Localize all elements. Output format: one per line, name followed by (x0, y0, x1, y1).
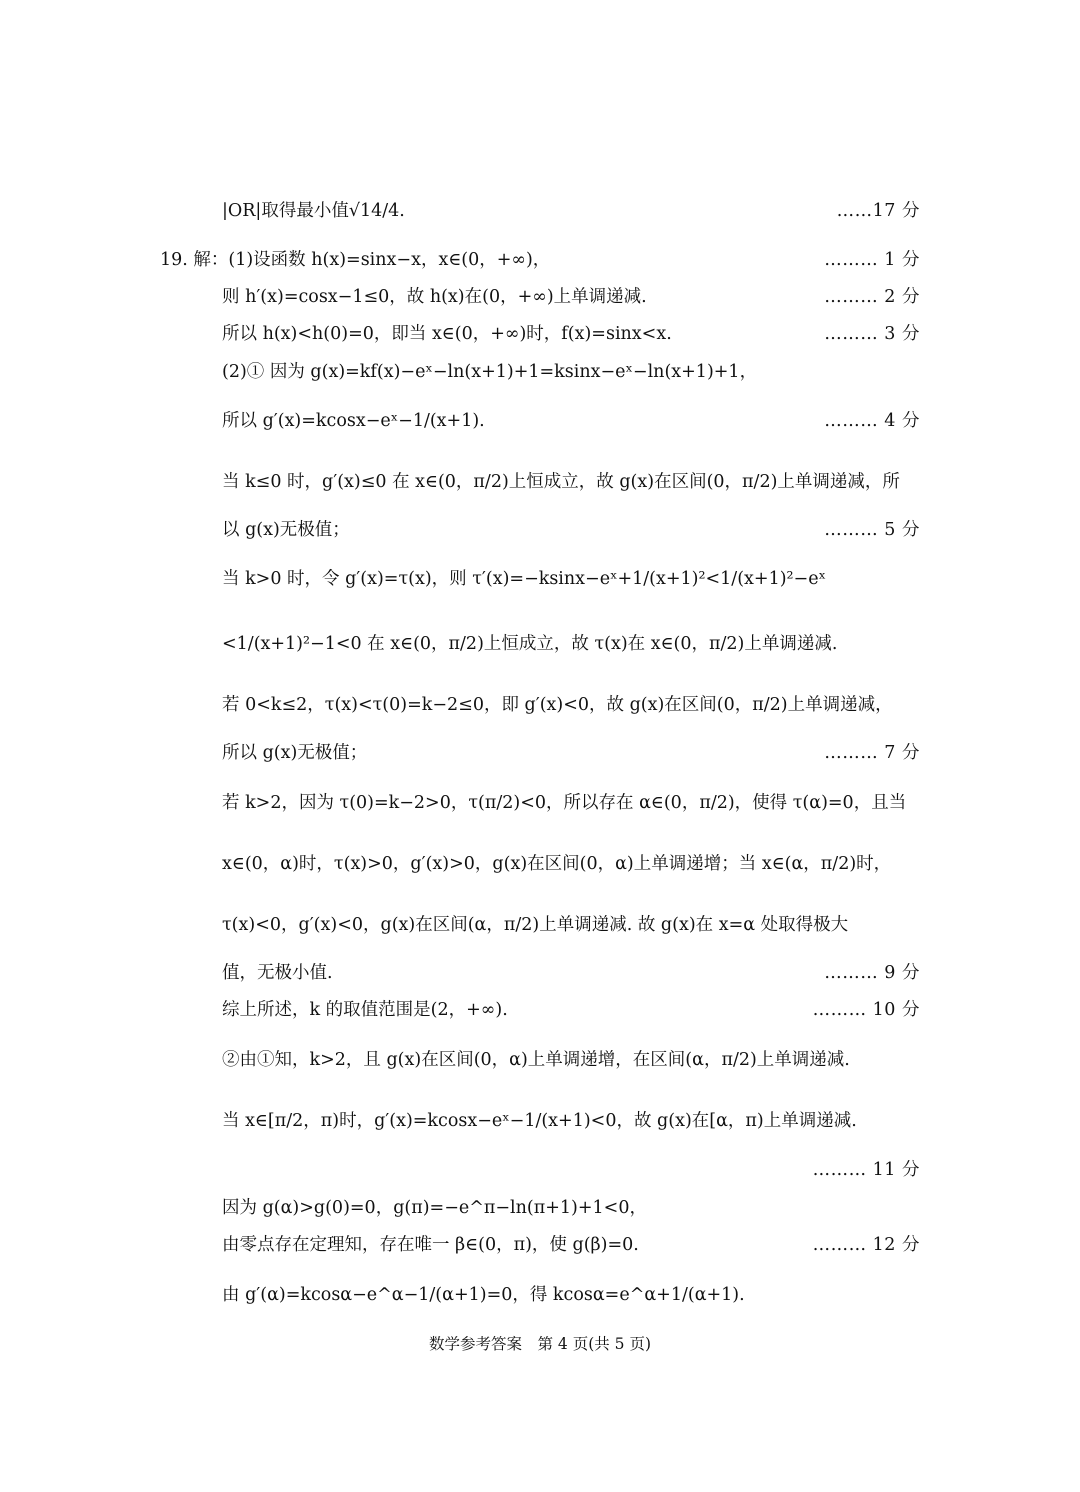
line-1 (0, 196, 1080, 226)
line-text: <1/(x+1)²−1<0 在 x∈(0，π/2)上恒成立，故 τ(x)在 x∈(0，π/2)上单调递减. (222, 634, 838, 654)
score-label: ……… 4 分 (824, 411, 920, 431)
line-10 (0, 629, 1080, 659)
line-4 (0, 319, 1080, 349)
page-footer: 数学参考答案 第 4 页(共 5 页) (428, 1335, 652, 1353)
line-text: 所以 h(x)<h(0)=0，即当 x∈(0，+∞)时，f(x)=sinx<x. (222, 324, 672, 344)
line-12 (0, 738, 1080, 768)
score-label: ……… 1 分 (824, 250, 920, 270)
line-9 (0, 564, 1080, 594)
score-label: ……17 分 (836, 201, 920, 221)
score-label: ……… 9 分 (824, 963, 920, 983)
line-14 (0, 849, 1080, 879)
line-23 (0, 1280, 1080, 1310)
score-label: ……… 12 分 (812, 1235, 920, 1255)
line-15 (0, 910, 1080, 940)
line-11 (0, 690, 1080, 720)
score-label: ……… 3 分 (824, 324, 920, 344)
line-20 (0, 1155, 1080, 1185)
line-3 (0, 282, 1080, 312)
line-text: 以 g(x)无极值； (222, 520, 350, 540)
line-21 (0, 1193, 1080, 1223)
line-17 (0, 995, 1080, 1025)
line-text: 由 g′(α)=kcosα−e^α−1/(α+1)=0，得 kcosα=e^α+1/(α+1). (222, 1285, 745, 1305)
line-text: |OR|取得最小值√14/4. (222, 201, 405, 221)
line-text: τ(x)<0，g′(x)<0，g(x)在区间(α，π/2)上单调递减. 故 g(x)在 x=α 处取得极大 (222, 915, 849, 935)
line-22 (0, 1230, 1080, 1260)
score-label: ……… 5 分 (824, 520, 920, 540)
line-text: 当 k>0 时，令 g′(x)=τ(x)，则 τ′(x)=−ksinx−eˣ+1/(x+1)²<1/(x+1)²−eˣ (222, 569, 826, 589)
line-text: 由零点存在定理知，存在唯一 β∈(0，π)，使 g(β)=0. (222, 1235, 639, 1255)
line-19 (0, 1106, 1080, 1136)
line-text: 当 x∈[π/2，π)时，g′(x)=kcosx−eˣ−1/(x+1)<0，故 g(x)在[α，π)上单调递减. (222, 1111, 857, 1131)
line-18 (0, 1045, 1080, 1075)
line-text: x∈(0，α)时，τ(x)>0，g′(x)>0，g(x)在区间(0，α)上单调递增；当 x∈(α，π/2)时， (222, 854, 892, 874)
line-text: 所以 g(x)无极值； (222, 743, 368, 763)
line-7 (0, 467, 1080, 497)
line-text: 当 k≤0 时，g′(x)≤0 在 x∈(0，π/2)上恒成立，故 g(x)在区间(0，π/2)上单调递减，所 (222, 472, 900, 492)
line-6 (0, 406, 1080, 436)
line-text: (2)① 因为 g(x)=kf(x)−eˣ−ln(x+1)+1=ksinx−eˣ−ln(x+1)+1， (222, 362, 758, 382)
line-text: 若 0<k≤2，τ(x)<τ(0)=k−2≤0，即 g′(x)<0，故 g(x)在区间(0，π/2)上单调递减， (222, 695, 893, 715)
line-8 (0, 515, 1080, 545)
line-text: 所以 g′(x)=kcosx−eˣ−1/(x+1). (222, 411, 485, 431)
line-13 (0, 788, 1080, 818)
line-text: 若 k>2，因为 τ(0)=k−2>0，τ(π/2)<0，所以存在 α∈(0，π/2)，使得 τ(α)=0，且当 (222, 793, 907, 813)
score-label: ……… 10 分 (812, 1000, 920, 1020)
line-text: 因为 g(α)>g(0)=0，g(π)=−e^π−ln(π+1)+1<0， (222, 1198, 647, 1218)
line-2 (0, 245, 1080, 275)
line-16 (0, 958, 1080, 988)
line-text: ②由①知，k>2，且 g(x)在区间(0，α)上单调递增，在区间(α，π/2)上单调递减. (222, 1050, 850, 1070)
score-label: ……… 11 分 (812, 1160, 920, 1180)
line-5 (0, 357, 1080, 387)
line-text: 则 h′(x)=cosx−1≤0，故 h(x)在(0，+∞)上单调递减. (222, 287, 647, 307)
line-text: 值，无极小值. (222, 963, 333, 983)
score-label: ……… 7 分 (824, 743, 920, 763)
line-text: 19. 解：(1)设函数 h(x)=sinx−x，x∈(0，+∞)， (160, 250, 551, 270)
score-label: ……… 2 分 (824, 287, 920, 307)
line-text: 综上所述，k 的取值范围是(2，+∞). (222, 1000, 508, 1020)
